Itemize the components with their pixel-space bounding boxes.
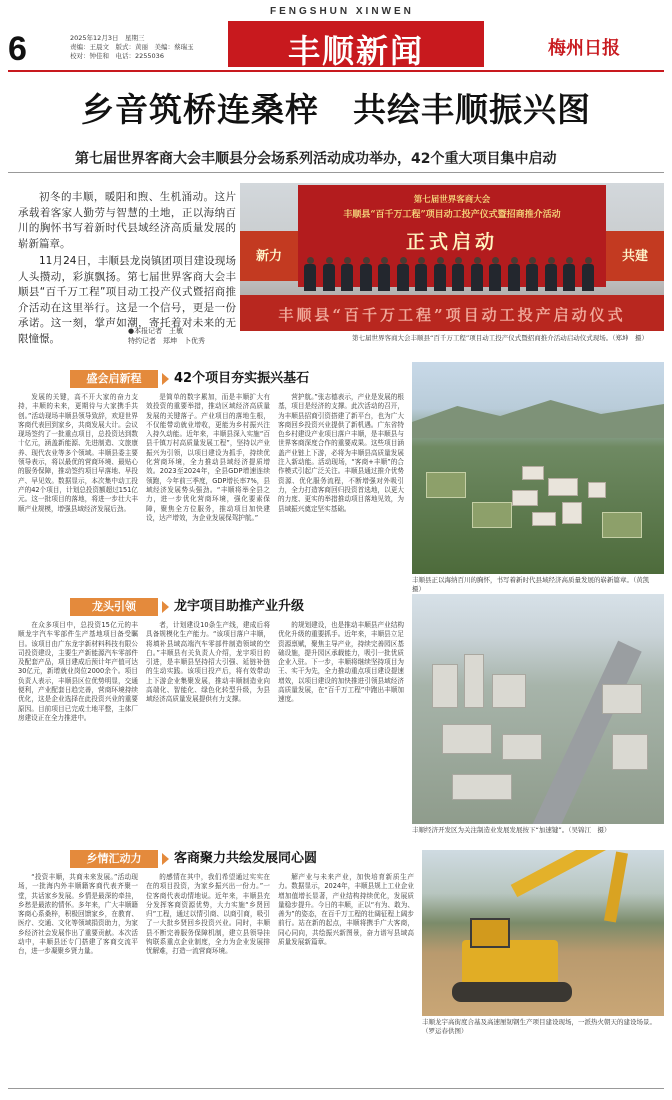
excavator-arm — [511, 850, 615, 897]
intro-paragraph: 初冬的丰顺，暖阳和煦、生机涌动。这片承载着客家人勤劳与智慧的土地，正以海纳百川的胸怀书写着新时代县域经济高质量发展的崭新篇章。 — [18, 191, 236, 250]
subhead-rule — [8, 172, 664, 173]
section-header — [70, 598, 400, 616]
building-shape — [502, 734, 542, 760]
intro-paragraph: 11月24日，丰顺县龙岗镇团项目建设现场人头攒动，彩旗飘扬。第七届世界客商大会丰顺县“百千万工程”项目动工投产仪式暨招商推介活动在这里举行。这是一个信号，更是一份承诺。这一刻，掌声如潮，寄托着对未来的无限憧憬。 — [18, 255, 236, 345]
article-column — [18, 393, 138, 579]
side-banner-left — [240, 231, 298, 281]
building-shape — [512, 490, 538, 506]
mountain-shape — [412, 398, 664, 438]
official-figure — [304, 257, 316, 291]
official-figure — [323, 257, 335, 291]
article-column — [278, 393, 404, 579]
building-shape — [442, 724, 492, 754]
section-band — [228, 21, 484, 70]
aerial-town-photo — [412, 362, 664, 574]
section-tag: 盛会启新程 — [70, 370, 158, 388]
excavator-track — [452, 982, 572, 1002]
building-shape — [548, 478, 578, 496]
field-patch — [472, 502, 512, 528]
arrow-icon — [162, 601, 169, 613]
column-text: “投资丰顺，共商未来发展。”活动现场，一批海内外丰顺籍客商代表齐聚一堂，共话家乡发展。乡情是最深的牵挂，乡愁是最浓的情怀。多年来，广大丰顺籍客商心系桑梓，积极回馈家乡，在教育、医疗、交通、文化等领域捐资助力，为家乡经济社会发展作出了重要贡献。本次活动中，丰顺县还专门搭建了客商交流平台，进一步凝聚乡贤力量。 — [18, 873, 138, 956]
masthead — [0, 0, 672, 80]
article-column — [278, 621, 404, 835]
arrow-icon — [162, 373, 169, 385]
issue-editors: 责编：王晨文 版式：黄丽 美编：蔡瑞玉 — [70, 43, 194, 51]
section-heading: 客商聚力共绘发展同心圆 — [174, 851, 318, 866]
column-text: 发展的关键，高不开大家的奋力支持，丰顺的未来，更期待与大家携手共创。”活动现场丰顺县领导致辞，欢迎世界客商代表回到家乡，共商发展大计。会议现场签约了一批重点项目，总投资达到数十亿元，涵盖新能源、先进制造、文旅康养、现代农业等多个领域。丰顺县委主要领导表示，将以最优的营商环境、最贴心的服务保障，推动签约项目早落地、早投产、早见效。数据显示，本次集中动工投产的42个项目，计划总投资额超过151亿元。这一批项目的落地，将进一步壮大丰顺产业规模，增强县域经济发展后劲。 — [18, 393, 138, 513]
section-tag: 龙头引领 — [70, 598, 158, 616]
building-shape — [602, 684, 642, 714]
section-header — [70, 370, 400, 388]
building-shape — [432, 664, 458, 708]
section-heading: 42个项目夯实振兴基石 — [174, 371, 310, 386]
side-banner-text: 新力 — [255, 249, 282, 264]
construction-site-photo — [422, 850, 664, 1016]
stage-text: 第七届世界客商大会 — [413, 195, 491, 205]
section-tag: 乡情汇动力 — [70, 850, 158, 868]
official-figure — [582, 257, 594, 291]
official-figure — [434, 257, 446, 291]
building-shape — [522, 466, 544, 480]
reporter-line: 特约记者 郑坤 卜优秀 — [128, 337, 205, 345]
ceremony-photo — [240, 183, 664, 331]
masthead-rule — [8, 70, 664, 72]
issue-info — [70, 34, 194, 61]
article-column — [18, 873, 138, 1083]
official-figure — [452, 257, 464, 291]
field-patch — [426, 472, 466, 498]
sub-headline: 第七届世界客商大会丰顺县分会场系列活动成功举办，42个重大项目集中启动 — [75, 151, 557, 167]
official-figure — [526, 257, 538, 291]
article-column — [146, 873, 270, 1083]
paper-logo: 梅州日报 — [548, 38, 620, 59]
building-shape — [612, 734, 648, 770]
official-figure — [563, 257, 575, 291]
column-text: 的规划建设，也是推动丰顺县产业结构优化升级的重要抓手。近年来，丰顺县立足资源禀赋，聚焦主导产业，持续完善园区基础设施，提升园区承载能力，吸引一批优质企业入驻。下一步，丰顺将继续坚持项目为王、实干为先，全力推动重点项目建设提速增效，以项目建设的加快推进引领县域经济高质量发展，在“百千万工程”中跑出丰顺加速度。 — [278, 621, 404, 704]
article-column — [146, 393, 270, 579]
official-figure — [545, 257, 557, 291]
field-patch — [602, 512, 642, 538]
building-shape — [532, 512, 556, 526]
article-column — [146, 621, 270, 835]
column-text: 是简单的数字累加，而是丰顺扩大有效投资的重要举措，推动区域经济高质量发展的关键落子。产业项目的落地生根，不仅能带动就业增收，更能为乡村振兴注入持久动能。近年来，丰顺县深入实施“百县千镇万村高质量发展工程”，坚持以产业振兴为引领，以项目建设为抓手，持续优化营商环境，全力推动县域经济提质增效。2023至2024年，全县GDP增速连续领跑，今年前三季度，GDP增长率7%，县域经济发展势头强劲。“丰顺将举全县之力，进一步优化营商环境，强化要素保障，聚焦全方位服务，推动项目加快建设，达产增效，为企业发展保驾护航。” — [146, 393, 270, 522]
column-text: 解产业与未来产业，加快培育新质生产力。数据显示，2024年，丰顺县规上工业企业增加值增长显著，产业结构持续优化，发展质量稳步提升。今日的丰顺，正以“有为、敢为、善为”的姿态，在百千万工程的壮阔征程上阔步前行。站在新的起点，丰顺将携手广大客商，同心同向，共绘振兴新图景，奋力谱写县域高质量发展新篇章。 — [278, 873, 414, 947]
stage-text: 丰顺县“百千万工程”项目动工投产仪式暨招商推介活动 — [343, 210, 561, 220]
building-shape — [562, 502, 582, 524]
highway-shape — [508, 641, 641, 824]
section-pinyin: FENGSHUN XINWEN — [270, 6, 414, 17]
column-text: 者，计划建设10条生产线，建成后将具备规模化生产能力。“该项目落户丰顺，将填补县域高端汽车零部件制造领域的空白。”丰顺县有关负责人介绍，龙宇项目的引进，是丰顺县坚持招大引强、延链补链的生动实践。该项目投产后，将有效带动上下游企业集聚发展，推动丰顺制造业向高端化、智能化、绿色化转型升级，为县域经济高质量发展提供有力支撑。 — [146, 621, 270, 704]
photo-caption: 丰顺县正以海纳百川的胸怀，书写着新时代县域经济高质量发展的崭新篇章。（黄凯 摄） — [412, 576, 656, 593]
stage-text: 正式启动 — [405, 231, 498, 253]
officials-row — [304, 257, 600, 291]
article-column — [18, 621, 138, 835]
footer-rule — [8, 1088, 664, 1089]
side-banner-text: 共建 — [621, 249, 648, 264]
development-zone-photo — [412, 594, 664, 824]
arrow-icon — [162, 853, 169, 865]
excavator-cab — [470, 918, 510, 948]
floor-banner — [240, 295, 664, 331]
building-shape — [452, 774, 512, 800]
article-column — [278, 873, 414, 1083]
column-text: 营护航。”张志德表示，产业是发展的根基，项目是经济的支撑。此次活动的召开，为丰顺县招商引资搭建了新平台，也为广大客商回乡投资兴业提供了新机遇。广东省特色乡村建设产业项目落户丰顺，是丰顺县与世界客商深度合作的重要成果。这些项目涵盖产业链上下游，必将为丰顺县高质量发展注入新动能。活动现场，“客商+丰顺”的合作模式引起广泛关注。丰顺县通过推介优势资源、优化服务流程，不断增强对外吸引力，全力打造客商回归投资首选地，以更大的力度、更实的举措推动项目落地见效，为县域振兴奠定坚实基础。 — [278, 393, 404, 513]
official-figure — [471, 257, 483, 291]
column-text: 的感情在其中，我们希望通过实实在在的项目投资，为家乡振兴出一份力。”一位客商代表动情地说。近年来，丰顺县充分发挥客商资源优势，大力实施“乡贤回归”工程，通过以情引商、以商引商，吸引了一大批乡贤回乡投资兴业。同时，丰顺县不断完善服务保障机制，建立县领导挂钩联系重点企业制度，全力为企业发展排忧解难，打造一流营商环境。 — [146, 873, 270, 956]
issue-date: 2025年12月3日 星期三 — [70, 34, 145, 42]
photo-caption: 丰顺龙宇高街度合基及高速厘韧钢生产项目建设现场，一派热火朝天的建设场景。（罗运春供图） — [422, 1018, 656, 1035]
side-banner-right — [606, 231, 664, 281]
official-figure — [360, 257, 372, 291]
photo-caption: 第七届世界客商大会丰顺县“百千万工程”项目动工投产仪式暨招商推介活动启动仪式现场。（郑坤 摄） — [352, 334, 648, 342]
section-title: 丰顺新闻 — [287, 32, 424, 70]
page-number: 6 — [8, 30, 27, 68]
building-shape — [464, 654, 484, 708]
reporter-line: ●本报记者 王敏 — [128, 327, 184, 335]
official-figure — [415, 257, 427, 291]
section-header — [70, 850, 400, 868]
excavator-boom — [604, 851, 628, 922]
issue-contact: 校对：钟佳和 电话：2255036 — [70, 52, 164, 60]
section-heading: 龙宇项目助推产业升级 — [174, 599, 305, 614]
main-headline: 乡音筑桥连桑梓 共绘丰顺振兴图 — [81, 90, 591, 129]
official-figure — [397, 257, 409, 291]
official-figure — [378, 257, 390, 291]
reporter-byline — [128, 326, 205, 346]
official-figure — [508, 257, 520, 291]
building-shape — [492, 674, 526, 708]
column-text: 在众多项目中，总投资15亿元的丰顺龙宇汽车零部件生产基地项目备受瞩目。该项目由广东龙宇新材料科技有限公司投资建设，主要生产新能源汽车零部件及配套产品，项目建成后预计年产值可达30亿元，新增就业岗位2000余个。项目负责人表示，丰顺县区位优势明显，交通便利，产业配套日趋完善，营商环境持续优化，这是企业选择在此投资兴业的重要原因。目前项目已完成土地平整，主体厂房建设正在全力推进中。 — [18, 621, 138, 722]
official-figure — [489, 257, 501, 291]
floor-banner-text: 丰顺县“百千万工程”项目动工投产启动仪式 — [278, 306, 626, 324]
building-shape — [588, 482, 606, 498]
photo-caption: 丰顺经济开发区为关注制造业发展发展按下“加速键”。（吴锦江 摄） — [412, 826, 611, 834]
official-figure — [341, 257, 353, 291]
